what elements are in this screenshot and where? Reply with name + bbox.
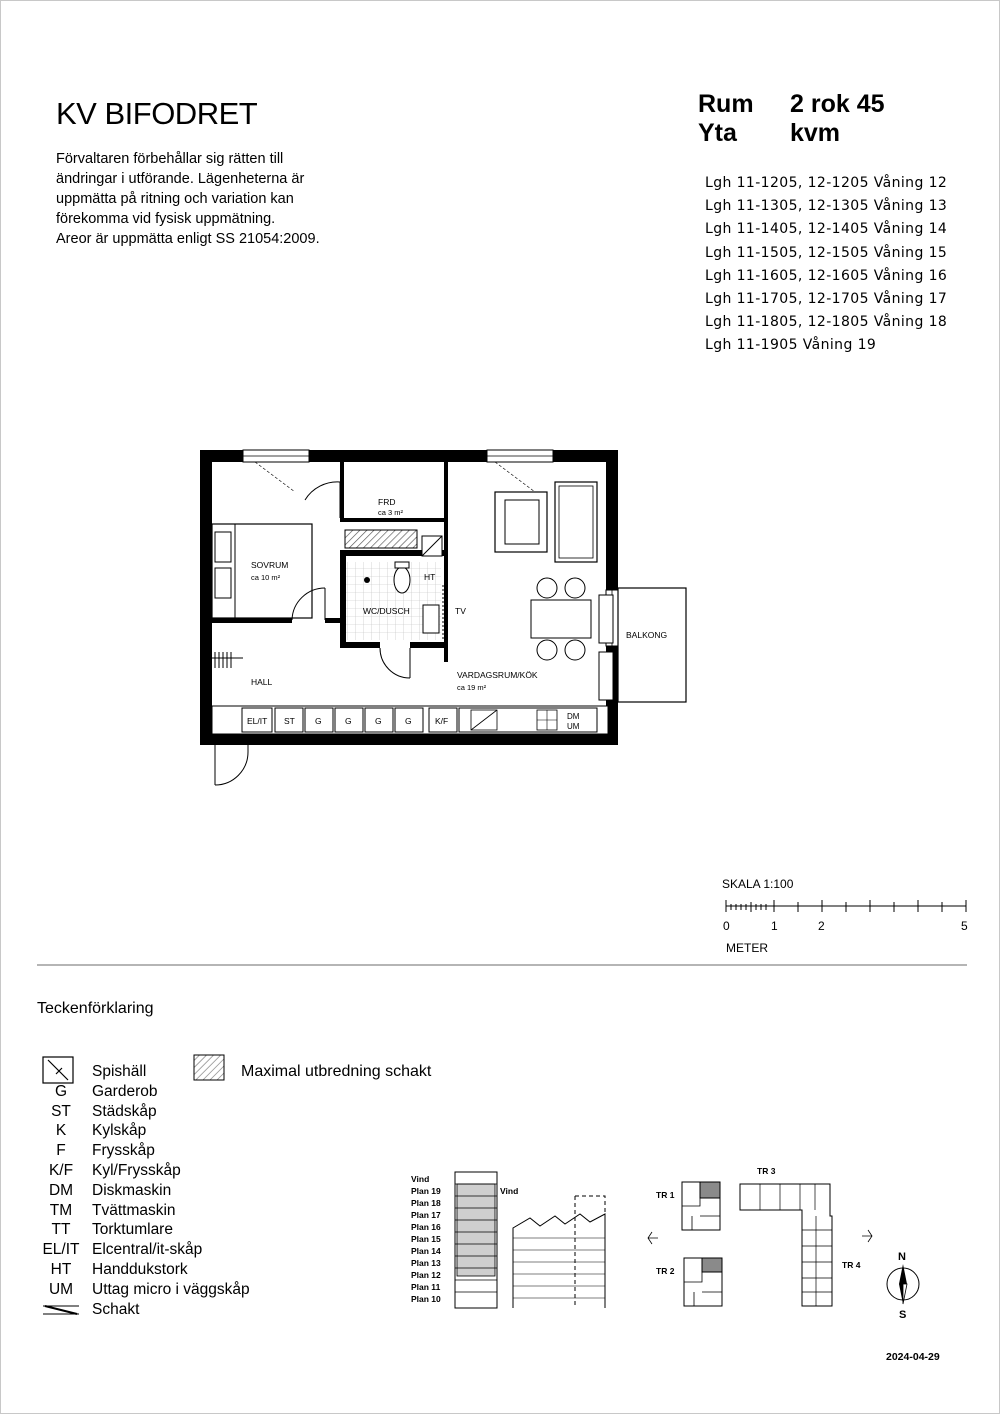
room-label-wc: WC/DUSCH xyxy=(363,606,410,616)
level-label: Plan 17 xyxy=(411,1210,441,1220)
legend-item: F Frysskåp xyxy=(56,1142,155,1160)
apartment-item: Lgh 11-1905 Våning 19 xyxy=(705,337,877,354)
section-divider xyxy=(37,964,967,966)
shaft-hatch-icon xyxy=(193,1054,227,1082)
shaft-legend-label: Maximal utbredning schakt xyxy=(241,1063,432,1080)
legend-title: Teckenförklaring xyxy=(37,1000,154,1017)
cabinet-label: G xyxy=(375,716,382,726)
tr1-label: TR 1 xyxy=(656,1190,675,1200)
ht-label: HT xyxy=(424,572,436,582)
legend-list xyxy=(40,1062,280,1319)
tr2-label: TR 2 xyxy=(656,1266,675,1276)
apartment-item: Lgh 11-1505, 12-1505 Våning 15 xyxy=(705,244,948,261)
toilet-icon xyxy=(394,567,410,593)
shaft-line-icon xyxy=(40,1300,82,1322)
rum-label: Rum xyxy=(698,90,754,118)
disclaimer-line: Förvaltaren förbehållar sig rätten till xyxy=(56,151,284,167)
disclaimer-line: Areor är uppmätta enligt SS 21054:2009. xyxy=(56,231,320,247)
level-label: Plan 19 xyxy=(411,1186,441,1196)
scale-tick: 0 xyxy=(723,919,730,933)
legend-item: TT Torktumlare xyxy=(51,1221,173,1239)
level-label: Plan 13 xyxy=(411,1258,441,1268)
apartment-item: Lgh 11-1205, 12-1205 Våning 12 xyxy=(705,175,948,191)
level-label: Vind xyxy=(411,1174,430,1184)
tv-label: TV xyxy=(455,606,466,616)
scale-tick: 5 xyxy=(961,919,968,933)
tr4-label: TR 4 xyxy=(842,1260,861,1270)
shaft-hatch xyxy=(345,530,417,548)
disclaimer-line: uppmätta på ritning och variation kan xyxy=(56,191,294,207)
legend-item: K Kylskåp xyxy=(55,1122,147,1140)
disclaimer-line: ändringar i utförande. Lägenheterna är xyxy=(56,171,305,187)
disclaimer-text xyxy=(56,149,376,249)
room-area-vardagsrum: ca 19 m² xyxy=(457,683,487,692)
scale-tick: 1 xyxy=(771,919,778,933)
compass-icon xyxy=(887,1264,919,1304)
yta-label: Yta xyxy=(698,119,737,147)
level-label: Plan 18 xyxy=(411,1198,441,1208)
drain-icon xyxy=(364,577,370,583)
cabinet-label: G xyxy=(405,716,412,726)
legend-item: G Garderob xyxy=(54,1082,158,1100)
rum-value: 2 rok 45 xyxy=(790,90,885,118)
room-area-frd: ca 3 m² xyxy=(378,508,404,517)
legend-item: EL/IT Elcentral/it-skåp xyxy=(42,1241,203,1259)
coat-hooks-icon xyxy=(212,652,243,668)
scale-label: SKALA 1:100 xyxy=(722,877,794,891)
property-title: KV BIFODRET xyxy=(56,96,258,131)
level-label: Plan 11 xyxy=(411,1282,441,1292)
room-label-vardagsrum: VARDAGSRUM/KÖK xyxy=(457,670,538,680)
room-area-sovrum: ca 10 m² xyxy=(251,573,281,582)
scale-tick: 2 xyxy=(818,919,825,933)
dining-table-icon xyxy=(531,578,591,660)
vind-label: Vind xyxy=(500,1186,519,1196)
cabinet-label: G xyxy=(345,716,352,726)
legend-item: Schakt xyxy=(40,1300,280,1320)
apartment-list xyxy=(705,172,947,358)
apartment-item: Lgh 11-1605, 12-1605 Våning 16 xyxy=(705,267,948,284)
site-plan-diagram xyxy=(640,1160,940,1330)
sofa-icon xyxy=(495,482,597,562)
dm-label: DM xyxy=(567,712,580,721)
room-label-sovrum: SOVRUM xyxy=(251,560,289,570)
level-label: Plan 12 xyxy=(411,1270,441,1280)
south-label: S xyxy=(899,1309,907,1321)
legend-item: K/F Kyl/Frysskåp xyxy=(48,1161,181,1179)
apartment-item: Lgh 11-1305, 12-1305 Våning 13 xyxy=(705,198,948,215)
scale-bar xyxy=(712,872,982,962)
cabinet-label: ST xyxy=(284,716,295,726)
legend-item: TM Tvättmaskin xyxy=(49,1201,176,1219)
room-label-balkong: BALKONG xyxy=(626,630,668,640)
legend-item: HT Handdukstork xyxy=(50,1260,188,1278)
legend-item: Spishäll xyxy=(92,1063,147,1080)
level-label: Plan 15 xyxy=(411,1234,441,1244)
apartment-item: Lgh 11-1705, 12-1705 Våning 17 xyxy=(705,291,948,308)
tr3-label: TR 3 xyxy=(757,1166,776,1176)
level-label: Plan 14 xyxy=(411,1246,441,1256)
cabinet-label: G xyxy=(315,716,322,726)
cabinet-label: EL/IT xyxy=(247,716,268,726)
legend-item: ST Städskåp xyxy=(51,1102,157,1120)
building-section-diagram xyxy=(405,1168,625,1313)
yta-value: kvm xyxy=(790,119,841,147)
legend-item: UM Uttag micro i väggskåp xyxy=(48,1280,250,1298)
um-label: UM xyxy=(567,722,580,731)
floor-plan xyxy=(195,440,705,800)
document-date: 2024-04-29 xyxy=(886,1351,940,1363)
cabinet-label: K/F xyxy=(435,716,449,726)
room-label-hall: HALL xyxy=(251,677,273,687)
north-label: N xyxy=(898,1251,906,1263)
legend-item: DM Diskmaskin xyxy=(48,1181,172,1199)
level-label: Plan 10 xyxy=(411,1294,441,1304)
level-label: Plan 16 xyxy=(411,1222,441,1232)
apartment-item: Lgh 11-1805, 12-1805 Våning 18 xyxy=(705,314,948,331)
apartment-item: Lgh 11-1405, 12-1405 Våning 14 xyxy=(705,221,948,238)
room-label-frd: FRD xyxy=(378,497,396,507)
scale-unit: METER xyxy=(726,941,768,955)
disclaimer-line: förekomma vid fysisk uppmätning. xyxy=(56,211,276,227)
balcony-outline xyxy=(618,588,686,702)
sink-icon xyxy=(423,605,439,633)
